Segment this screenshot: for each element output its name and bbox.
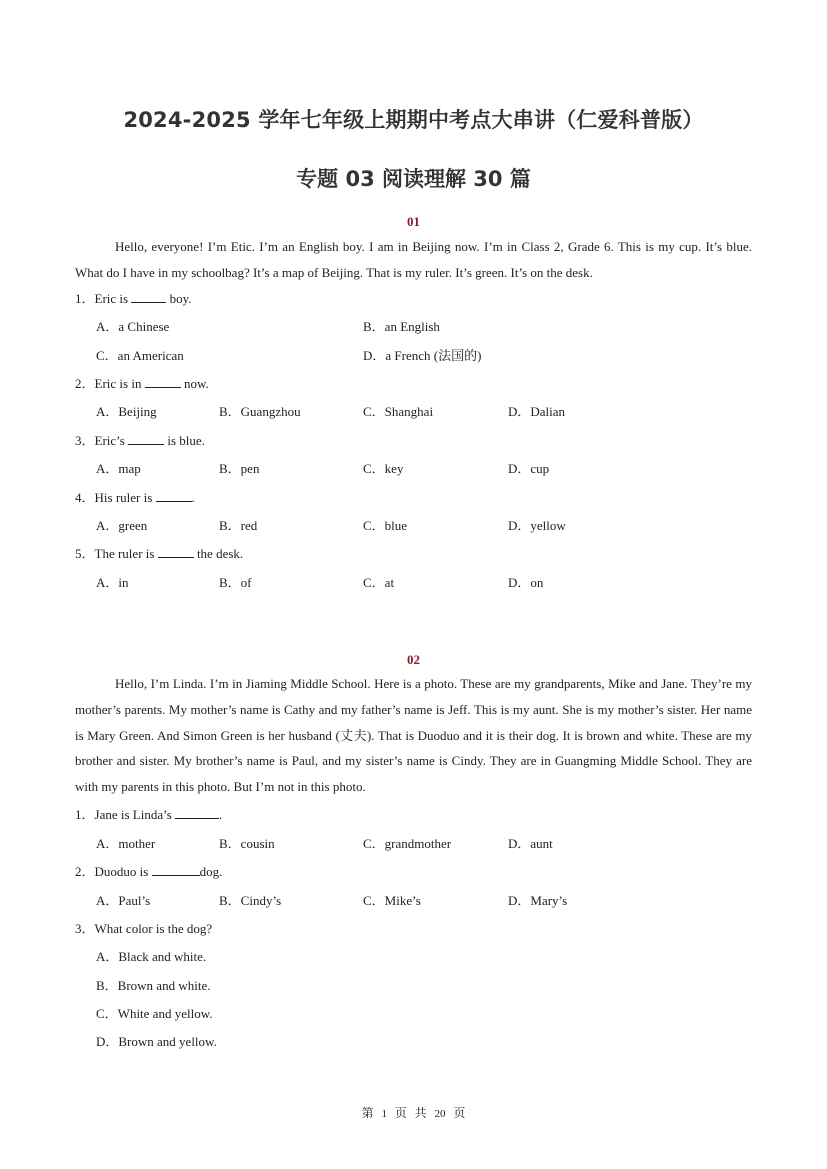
question-text-before: The ruler is [94, 546, 158, 561]
question [75, 375, 209, 393]
question-text-after: boy. [166, 291, 192, 306]
question-text-before: His ruler is [94, 490, 156, 505]
option: C．Mike’s [363, 893, 421, 908]
option: A．in [96, 575, 129, 590]
question-number: 4． [75, 490, 95, 505]
option: C．blue [363, 518, 408, 533]
footer-prefix: 第 [361, 1106, 374, 1120]
option: B．of [219, 575, 252, 590]
question-number: 2． [75, 376, 95, 391]
option: B．Cindy’s [219, 893, 282, 908]
option: B．an English [363, 319, 440, 334]
question-text-before: Jane is Linda’s [94, 807, 176, 822]
total-pages-number: 20 [434, 1108, 446, 1120]
question-text-after: . [219, 807, 223, 822]
question [75, 806, 222, 824]
answer-blank [128, 433, 164, 445]
question-text-before: Duoduo is [94, 864, 152, 879]
option: D．yellow [508, 518, 566, 533]
question [75, 863, 222, 881]
option: C．Shanghai [363, 404, 434, 419]
question-text-after: is blue. [164, 433, 205, 448]
option: B．Guangzhou [219, 404, 301, 419]
option: D．Brown and yellow. [96, 1034, 217, 1049]
option: C．key [363, 461, 404, 476]
answer-blank [152, 864, 200, 876]
question-text-before: Eric’s [94, 433, 129, 448]
document-subtitle: 专题 03 阅读理解 30 篇 [296, 167, 531, 191]
option: B．Brown and white. [96, 978, 211, 993]
option: D．Dalian [508, 404, 566, 419]
question [75, 290, 192, 308]
option: D．aunt [508, 836, 553, 851]
option: B．red [219, 518, 258, 533]
option: A．map [96, 461, 141, 476]
option: D．cup [508, 461, 550, 476]
question-text-after: the desk. [193, 546, 244, 561]
answer-blank [156, 490, 192, 502]
option: A．green [96, 518, 148, 533]
section-number: 02 [407, 652, 420, 667]
option: C．an American [96, 348, 184, 363]
footer-suffix: 页 [453, 1106, 466, 1120]
option: A．Black and white. [96, 949, 207, 964]
question-number: 3． [75, 921, 95, 936]
question-text-after: now. [180, 376, 209, 391]
option: C．at [363, 575, 395, 590]
page-footer [0, 1104, 827, 1121]
option: D．a French (法国的) [363, 348, 482, 363]
section-number: 01 [407, 214, 420, 229]
question [75, 545, 243, 563]
option: A．mother [96, 836, 156, 851]
current-page-number: 1 [381, 1108, 387, 1120]
answer-blank [158, 546, 194, 558]
option: C．White and yellow. [96, 1006, 213, 1021]
footer-middle: 页 共 [394, 1106, 427, 1120]
answer-blank [175, 807, 219, 819]
question [75, 489, 195, 507]
option: A．Paul’s [96, 893, 151, 908]
reading-passage: Hello, I’m Linda. I’m in Jiaming Middle School. Here is a photo. These are my grandparents, Mike and Jane. They’re my mother’s parents. My mother’s name is Cathy and my father’s name is Jeff. This is my aunt. She is my mother’s sister. Her name is Mary Green. And Simon Green is her husband (丈夫). That is Duoduo and it is their dog. It is brown and white. These are my brother and sister. My brother’s name is Paul, and my sister’s name is Cindy. They are in Guangming Middle School. They are with my parents in this photo. But I’m not in this photo. [75, 676, 752, 795]
option: D．Mary’s [508, 893, 568, 908]
question-text-after: dog. [199, 864, 223, 879]
question-text: What color is the dog? [94, 921, 213, 936]
question-text-before: Eric is in [94, 376, 145, 391]
question-text-before: Eric is [94, 291, 132, 306]
answer-blank [145, 376, 181, 388]
option: B．cousin [219, 836, 275, 851]
question-number: 2． [75, 864, 95, 879]
option: B．pen [219, 461, 260, 476]
question-text-after: . [191, 490, 195, 505]
question-number: 1． [75, 291, 95, 306]
option: A．Beijing [96, 404, 157, 419]
question-number: 1． [75, 807, 95, 822]
option: A．a Chinese [96, 319, 170, 334]
question-number: 3． [75, 433, 95, 448]
option: C．grandmother [363, 836, 452, 851]
reading-passage: Hello, everyone! I’m Etic. I’m an English boy. I am in Beijing now. I’m in Class 2, Grade 6. This is my cup. It’s blue. What do I have in my schoolbag? It’s a map of Beijing. That is my ruler. It’s green. It’s on the desk. [75, 239, 752, 280]
document-title: 2024-2025 学年七年级上期期中考点大串讲（仁爱科普版） [123, 108, 704, 132]
answer-blank [131, 291, 166, 303]
option: D．on [508, 575, 544, 590]
question [75, 432, 205, 450]
question [75, 920, 212, 938]
question-number: 5． [75, 546, 95, 561]
